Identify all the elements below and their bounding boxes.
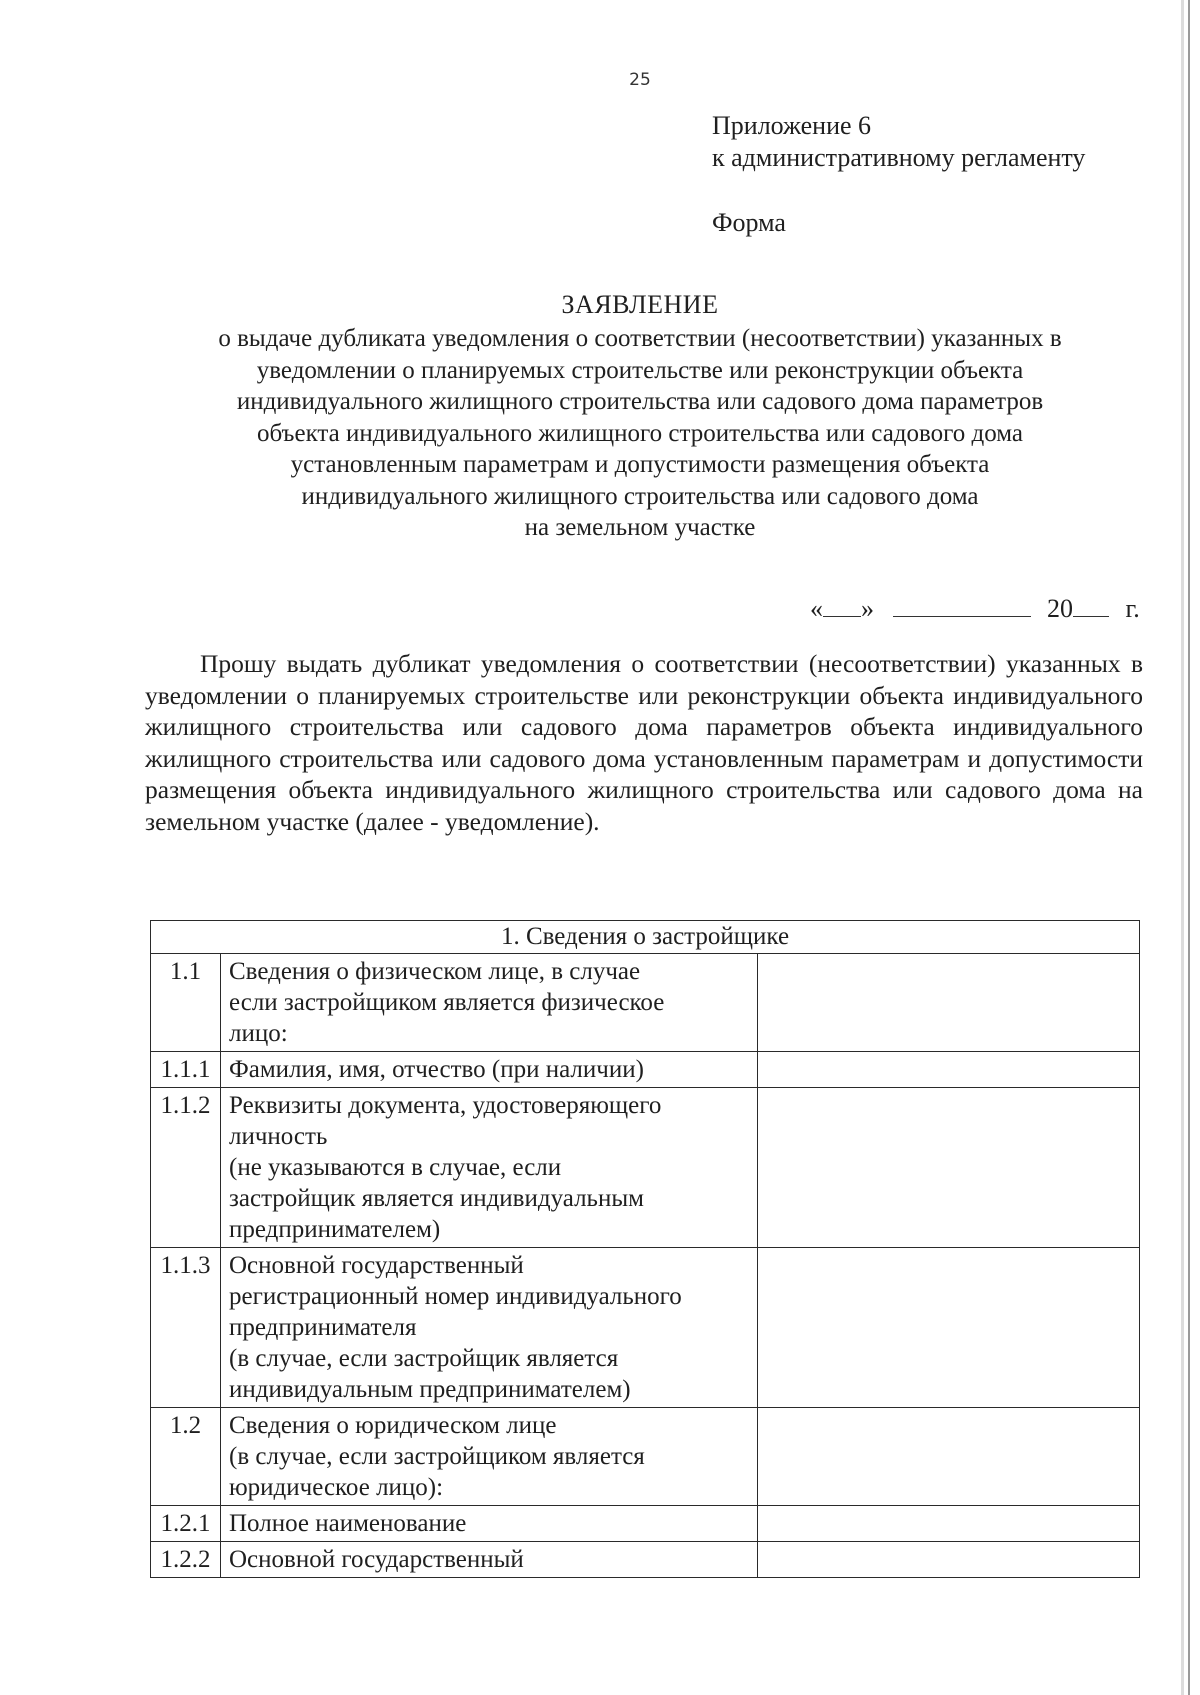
row-label-line: (не указываются в случае, если xyxy=(229,1154,562,1181)
row-label xyxy=(221,954,758,1052)
row-label-line: регистрационный номер индивидуального xyxy=(229,1283,682,1310)
row-number: 1.1.1 xyxy=(151,1052,221,1088)
row-value-cell[interactable] xyxy=(758,1248,1140,1408)
row-label-line: Основной государственный xyxy=(229,1252,524,1279)
year-suffix: г. xyxy=(1125,594,1140,623)
row-label-line: если застройщиком является физическое xyxy=(229,989,665,1016)
date-close-quote: » xyxy=(861,594,874,623)
row-number: 1.1.3 xyxy=(151,1248,221,1408)
row-label-line: лицо: xyxy=(229,1020,288,1047)
row-label xyxy=(221,1506,758,1542)
row-value-cell[interactable] xyxy=(758,1052,1140,1088)
table-row xyxy=(151,1542,1140,1578)
appendix-line-1: Приложение 6 xyxy=(712,111,872,140)
month-blank[interactable] xyxy=(893,594,1031,617)
request-paragraph: Прошу выдать дубликат уведомления о соответствии (несоответствии) указанных в уведомлении о планируемых строительстве или реконструкции объекта индивидуального жилищного строительства или садового дома параметров объекта индивидуального жилищного строительства или садового дома установленным параметрам и допустимости размещения объекта индивидуального жилищного строительства или садового дома на земельном участке (далее - уведомление). xyxy=(145,649,1143,836)
row-number: 1.2 xyxy=(151,1408,221,1506)
row-label-line: Полное наименование xyxy=(229,1510,467,1537)
subtitle-line: о выдаче дубликата уведомления о соответствии (несоответствии) указанных в xyxy=(218,325,1062,352)
day-blank[interactable] xyxy=(823,594,861,617)
document-subtitle xyxy=(140,323,1140,544)
table-row xyxy=(151,1088,1140,1248)
row-label-line: (в случае, если застройщиком является xyxy=(229,1443,645,1470)
subtitle-line: объекта индивидуального жилищного строительства или садового дома xyxy=(256,419,1024,447)
row-label xyxy=(221,1408,758,1506)
row-label xyxy=(221,1088,758,1248)
row-label-line: (в случае, если застройщик является xyxy=(229,1345,619,1372)
row-number: 1.1.2 xyxy=(151,1088,221,1248)
date-open-quote: « xyxy=(810,594,823,623)
table-row xyxy=(151,1248,1140,1408)
table-row xyxy=(151,1052,1140,1088)
subtitle-line: индивидуального жилищного строительства или садового дома параметров xyxy=(236,388,1044,415)
year-blank[interactable] xyxy=(1073,594,1109,617)
row-label-line: юридическое лицо): xyxy=(229,1474,444,1501)
year-prefix: 20 xyxy=(1047,594,1073,623)
row-label-line: Фамилия, имя, отчество (при наличии) xyxy=(229,1056,644,1083)
row-value-cell[interactable] xyxy=(758,1088,1140,1248)
appendix-line-2: к административному регламенту xyxy=(712,143,1086,172)
row-value-cell[interactable] xyxy=(758,1506,1140,1542)
row-label-line: предпринимателя xyxy=(229,1314,417,1341)
document-title: ЗАЯВЛЕНИЕ xyxy=(561,290,719,319)
page-number: 25 xyxy=(629,70,651,90)
row-label xyxy=(221,1542,758,1578)
developer-info-table xyxy=(150,920,1140,1578)
row-label-line: Основной государственный xyxy=(229,1546,524,1573)
date-field xyxy=(810,594,1145,624)
row-number: 1.2.1 xyxy=(151,1506,221,1542)
row-value-cell[interactable] xyxy=(758,1542,1140,1578)
row-label-line: индивидуальным предпринимателем) xyxy=(229,1376,631,1403)
row-value-cell[interactable] xyxy=(758,954,1140,1052)
page-edge xyxy=(1181,0,1200,1695)
subtitle-line: уведомлении о планируемых строительстве или реконструкции объекта xyxy=(256,356,1024,384)
row-label-line: личность xyxy=(229,1123,328,1150)
row-label-line: Реквизиты документа, удостоверяющего xyxy=(229,1092,662,1119)
section-title: 1. Сведения о застройщике xyxy=(151,921,1140,954)
table-row xyxy=(151,1408,1140,1506)
row-label-line: Сведения о юридическом лице xyxy=(229,1412,557,1439)
table-row xyxy=(151,1506,1140,1542)
appendix-header xyxy=(712,110,1085,174)
row-number: 1.1 xyxy=(151,954,221,1052)
table-section-row xyxy=(151,921,1140,954)
subtitle-line: индивидуального жилищного строительства или садового дома xyxy=(301,482,979,510)
row-label xyxy=(221,1248,758,1408)
row-label-line: Сведения о физическом лице, в случае xyxy=(229,958,641,985)
subtitle-line: на земельном участке xyxy=(524,514,756,541)
row-value-cell[interactable] xyxy=(758,1408,1140,1506)
row-label xyxy=(221,1052,758,1088)
row-label-line: предпринимателем) xyxy=(229,1216,441,1243)
subtitle-line: установленным параметрам и допустимости размещения объекта xyxy=(290,451,990,478)
row-number: 1.2.2 xyxy=(151,1542,221,1578)
table-row xyxy=(151,954,1140,1052)
row-label-line: застройщик является индивидуальным xyxy=(229,1185,644,1212)
form-label: Форма xyxy=(712,208,786,237)
